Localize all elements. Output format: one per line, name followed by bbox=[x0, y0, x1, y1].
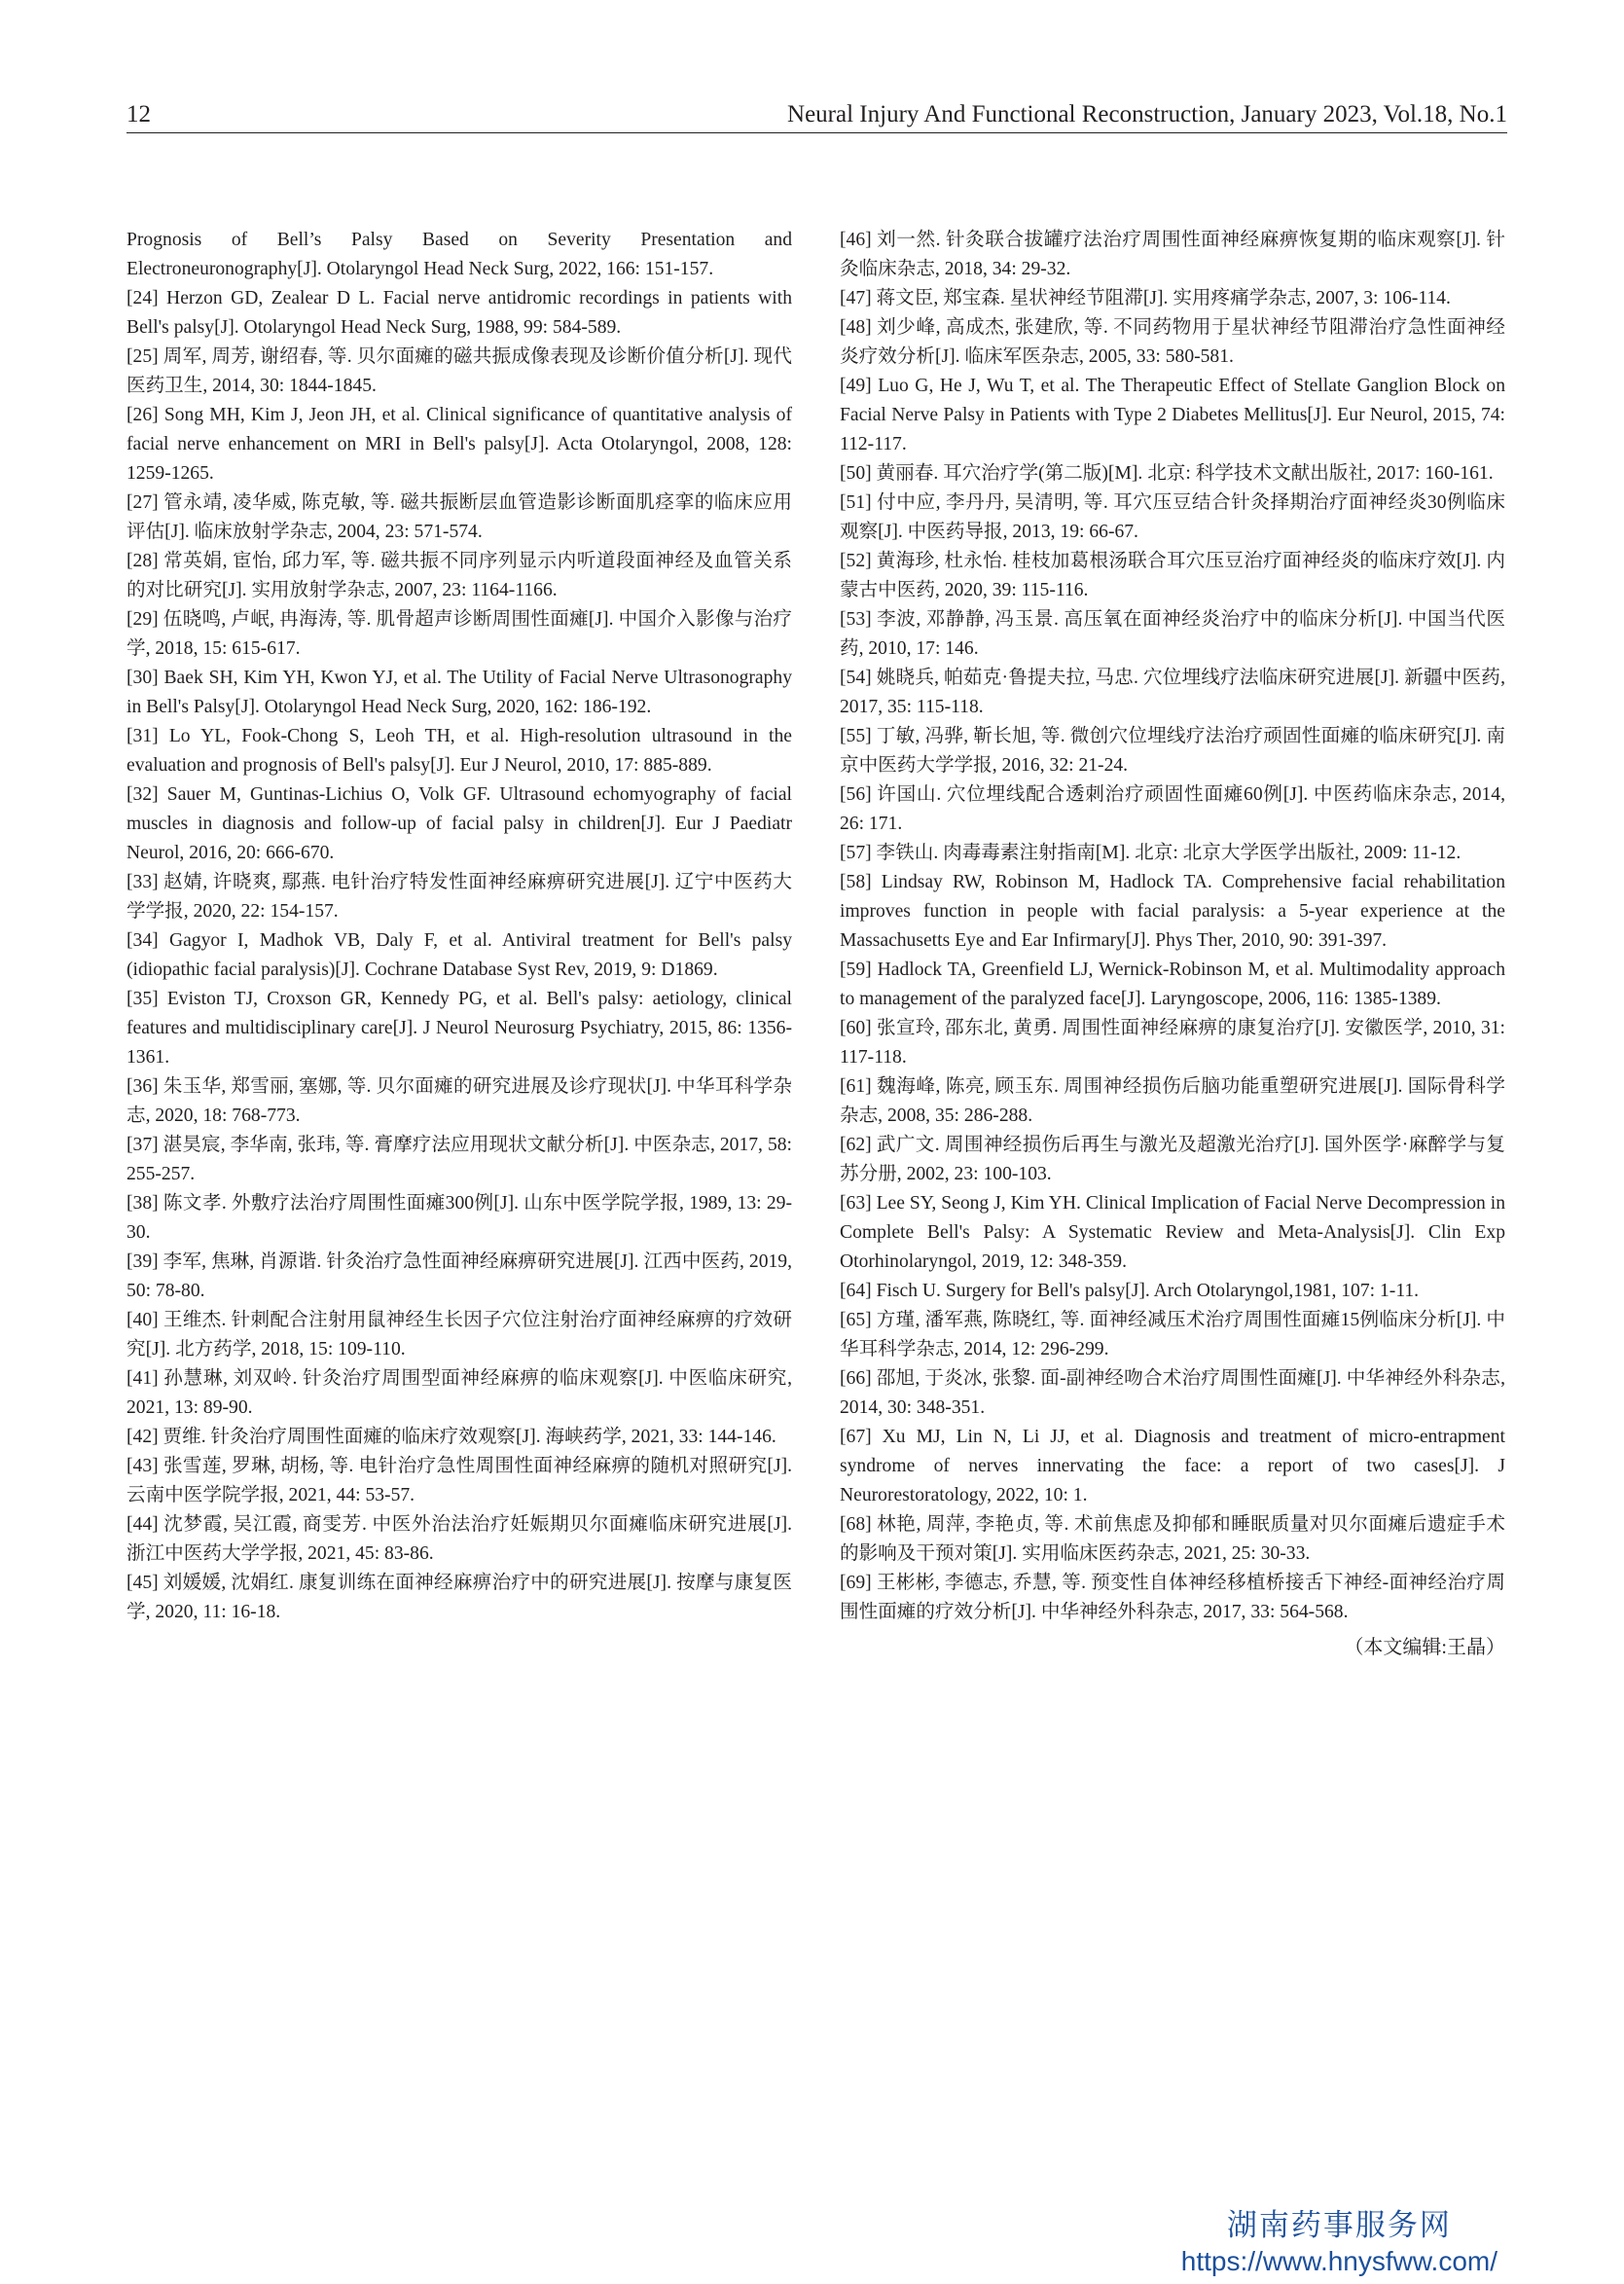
reference-item: [66] 邵旭, 于炎冰, 张黎. 面-副神经吻合术治疗周围性面瘫[J]. 中华神经外科杂志, 2014, 30: 348-351. bbox=[840, 1368, 1505, 1418]
reference-item: [33] 赵婧, 许晓爽, 鄢燕. 电针治疗特发性面神经麻痹研究进展[J]. 辽宁中医药大学学报, 2020, 22: 154-157. bbox=[126, 872, 792, 922]
reference-item: [24] Herzon GD, Zealear D L. Facial nerve antidromic recordings in patients with Bell's palsy[J]. Otolaryngol Head Neck Surg, 1988, 99: 584-589. bbox=[126, 288, 792, 338]
reference-item: [48] 刘少峰, 高成杰, 张建欣, 等. 不同药物用于星状神经节阻滞治疗急性面神经炎疗效分析[J]. 临床军医杂志, 2005, 33: 580-581. bbox=[840, 317, 1505, 367]
reference-item: [65] 方瑾, 潘军燕, 陈晓红, 等. 面神经减压术治疗周围性面瘫15例临床分析[J]. 中华耳科学杂志, 2014, 12: 296-299. bbox=[840, 1310, 1505, 1360]
reference-item: [39] 李军, 焦琳, 肖源谐. 针灸治疗急性面神经麻痹研究进展[J]. 江西中医药, 2019, 50: 78-80. bbox=[126, 1251, 792, 1301]
reference-item: [40] 王维杰. 针刺配合注射用鼠神经生长因子穴位注射治疗面神经麻痹的疗效研究[J]. 北方药学, 2018, 15: 109-110. bbox=[126, 1310, 792, 1360]
reference-item: [59] Hadlock TA, Greenfield LJ, Wernick-Robinson M, et al. Multimodality approach to management of the paralyzed face[J]. Laryngoscope, 2006, 116: 1385-1389. bbox=[840, 960, 1505, 1009]
reference-item: [51] 付中应, 李丹丹, 吴清明, 等. 耳穴压豆结合针灸择期治疗面神经炎30例临床观察[J]. 中医药导报, 2013, 19: 66-67. bbox=[840, 492, 1505, 542]
reference-item: [37] 湛昊宸, 李华南, 张玮, 等. 膏摩疗法应用现状文献分析[J]. 中医杂志, 2017, 58: 255-257. bbox=[126, 1135, 792, 1184]
editor-note: （本文编辑:王晶） bbox=[1344, 1637, 1505, 1658]
reference-item: [28] 常英娟, 宦怡, 邱力军, 等. 磁共振不同序列显示内听道段面神经及血管关系的对比研究[J]. 实用放射学杂志, 2007, 23: 1164-1166. bbox=[126, 551, 792, 600]
reference-item: [34] Gagyor I, Madhok VB, Daly F, et al. Antiviral treatment for Bell's palsy (idiopathic facial paralysis)[J]. Cochrane Database Syst Rev, 2019, 9: D1869. bbox=[126, 930, 792, 980]
reference-item: [53] 李波, 邓静静, 冯玉景. 高压氧在面神经炎治疗中的临床分析[J]. 中国当代医药, 2010, 17: 146. bbox=[840, 609, 1505, 659]
reference-item: [42] 贾维. 针灸治疗周围性面瘫的临床疗效观察[J]. 海峡药学, 2021, 33: 144-146. bbox=[126, 1427, 776, 1447]
reference-item: [68] 林艳, 周萍, 李艳贞, 等. 术前焦虑及抑郁和睡眠质量对贝尔面瘫后遗症手术的影响及干预对策[J]. 实用临床医药杂志, 2021, 25: 30-33. bbox=[840, 1514, 1505, 1564]
watermark-url: https://www.hnysfww.com/ bbox=[1180, 2246, 1498, 2276]
reference-item: [31] Lo YL, Fook-Chong S, Leoh TH, et al. High-resolution ultrasound in the evaluation and prognosis of Bell's palsy[J]. Eur J Neurol, 2010, 17: 885-889. bbox=[126, 726, 792, 776]
reference-item: [64] Fisch U. Surgery for Bell's palsy[J]. Arch Otolaryngol,1981, 107: 1-11. bbox=[840, 1281, 1420, 1301]
reference-item: Prognosis of Bell’s Palsy Based on Severity Presentation and Electroneuronography[J]. Otolaryngol Head Neck Surg, 2022, 166: 151-157. bbox=[126, 230, 792, 279]
reference-item: [50] 黄丽春. 耳穴治疗学(第二版)[M]. 北京: 科学技术文献出版社, 2017: 160-161. bbox=[840, 463, 1494, 484]
references-left-column bbox=[126, 226, 792, 1627]
reference-item: [47] 蒋文臣, 郑宝森. 星状神经节阻滞[J]. 实用疼痛学杂志, 2007, 3: 106-114. bbox=[840, 288, 1451, 308]
reference-item: [36] 朱玉华, 郑雪丽, 塞娜, 等. 贝尔面瘫的研究进展及诊疗现状[J]. 中华耳科学杂志, 2020, 18: 768-773. bbox=[126, 1076, 792, 1126]
reference-item: [57] 李铁山. 肉毒毒素注射指南[M]. 北京: 北京大学医学出版社, 2009: 11-12. bbox=[840, 843, 1462, 863]
running-head: Neural Injury And Functional Reconstruction, January 2023, Vol.18, No.1 bbox=[787, 101, 1507, 127]
reference-item: [61] 魏海峰, 陈亮, 顾玉东. 周围神经损伤后脑功能重塑研究进展[J]. 国际骨科学杂志, 2008, 35: 286-288. bbox=[840, 1076, 1505, 1126]
reference-item: [49] Luo G, He J, Wu T, et al. The Therapeutic Effect of Stellate Ganglion Block on Facial Nerve Palsy in Patients with Type 2 Diabetes Mellitus[J]. Eur Neurol, 2015, 74: 112-117. bbox=[840, 376, 1505, 454]
reference-item: [30] Baek SH, Kim YH, Kwon YJ, et al. The Utility of Facial Nerve Ultrasonography in Bell's Palsy[J]. Otolaryngol Head Neck Surg, 2020, 162: 186-192. bbox=[126, 668, 792, 717]
reference-item: [45] 刘媛媛, 沈娟红. 康复训练在面神经麻痹治疗中的研究进展[J]. 按摩与康复医学, 2020, 11: 16-18. bbox=[126, 1573, 792, 1622]
reference-item: [63] Lee SY, Seong J, Kim YH. Clinical Implication of Facial Nerve Decompression in Complete Bell's Palsy: A Systematic Review and Meta-Analysis[J]. Clin Exp Otorhinolaryngol, 2019, 12: 348-359. bbox=[840, 1193, 1505, 1272]
reference-item: [60] 张宣玲, 邵东北, 黄勇. 周围性面神经麻痹的康复治疗[J]. 安徽医学, 2010, 31: 117-118. bbox=[840, 1018, 1505, 1068]
reference-item: [25] 周军, 周芳, 谢绍春, 等. 贝尔面瘫的磁共振成像表现及诊断价值分析[J]. 现代医药卫生, 2014, 30: 1844-1845. bbox=[126, 346, 792, 396]
reference-item: [55] 丁敏, 冯骅, 靳长旭, 等. 微创穴位埋线疗法治疗顽固性面瘫的临床研究[J]. 南京中医药大学学报, 2016, 32: 21-24. bbox=[840, 726, 1505, 776]
reference-item: [56] 许国山. 穴位埋线配合透刺治疗顽固性面瘫60例[J]. 中医药临床杂志, 2014, 26: 171. bbox=[840, 784, 1505, 834]
reference-item: [43] 张雪莲, 罗琳, 胡杨, 等. 电针治疗急性周围性面神经麻痹的随机对照研究[J]. 云南中医学院学报, 2021, 44: 53-57. bbox=[126, 1456, 792, 1505]
reference-item: [35] Eviston TJ, Croxson GR, Kennedy PG, et al. Bell's palsy: aetiology, clinical features and multidisciplinary care[J]. J Neurol Neurosurg Psychiatry, 2015, 86: 1356-1361. bbox=[126, 989, 792, 1068]
reference-item: [62] 武广文. 周围神经损伤后再生与激光及超激光治疗[J]. 国外医学·麻醉学与复苏分册, 2002, 23: 100-103. bbox=[840, 1135, 1505, 1184]
reference-item: [29] 伍晓鸣, 卢岷, 冉海涛, 等. 肌骨超声诊断周围性面瘫[J]. 中国介入影像与治疗学, 2018, 15: 615-617. bbox=[126, 609, 792, 659]
reference-item: [41] 孙慧琳, 刘双岭. 针灸治疗周围型面神经麻痹的临床观察[J]. 中医临床研究, 2021, 13: 89-90. bbox=[126, 1368, 792, 1418]
site-watermark bbox=[1181, 2207, 1498, 2279]
page-header bbox=[126, 97, 1507, 133]
reference-item: [54] 姚晓兵, 帕茹克·鲁提夫拉, 马忠. 穴位埋线疗法临床研究进展[J]. 新疆中医药, 2017, 35: 115-118. bbox=[840, 668, 1505, 717]
references-right-column bbox=[840, 226, 1505, 1662]
reference-item: [52] 黄海珍, 杜永怡. 桂枝加葛根汤联合耳穴压豆治疗面神经炎的临床疗效[J]. 内蒙古中医药, 2020, 39: 115-116. bbox=[840, 551, 1505, 600]
reference-item: [46] 刘一然. 针灸联合拔罐疗法治疗周围性面神经麻痹恢复期的临床观察[J]. 针灸临床杂志, 2018, 34: 29-32. bbox=[840, 230, 1505, 279]
reference-item: [69] 王彬彬, 李德志, 乔慧, 等. 预变性自体神经移植桥接舌下神经-面神经治疗周围性面瘫的疗效分析[J]. 中华神经外科杂志, 2017, 33: 564-568. bbox=[840, 1573, 1505, 1622]
reference-item: [27] 管永靖, 凌华威, 陈克敏, 等. 磁共振断层血管造影诊断面肌痉挛的临床应用评估[J]. 临床放射学杂志, 2004, 23: 571-574. bbox=[126, 492, 792, 542]
reference-item: [44] 沈梦霞, 吴江霞, 商雯芳. 中医外治法治疗妊娠期贝尔面瘫临床研究进展[J]. 浙江中医药大学学报, 2021, 45: 83-86. bbox=[126, 1514, 792, 1564]
watermark-site-name: 湖南药事服务网 bbox=[1226, 2208, 1452, 2243]
reference-item: [26] Song MH, Kim J, Jeon JH, et al. Clinical significance of quantitative analysis of facial nerve enhancement on MRI in Bell's palsy[J]. Acta Otolaryngol, 2008, 128: 1259-1265. bbox=[126, 405, 792, 484]
reference-item: [32] Sauer M, Guntinas-Lichius O, Volk GF. Ultrasound echomyography of facial muscles in diagnosis and follow-up of facial palsy in children[J]. Eur J Paediatr Neurol, 2016, 20: 666-670. bbox=[126, 784, 792, 863]
reference-item: [58] Lindsay RW, Robinson M, Hadlock TA. Comprehensive facial rehabilitation improves function in people with facial paralysis: a 5-year experience at the Massachusetts Eye and Ear Infirmary[J]. Phys Ther, 2010, 90: 391-397. bbox=[840, 872, 1505, 951]
reference-item: [67] Xu MJ, Lin N, Li JJ, et al. Diagnosis and treatment of micro-entrapment syndrome of nerves innervating the face: a report of two cases[J]. J Neurorestoratology, 2022, 10: 1. bbox=[840, 1427, 1505, 1505]
reference-item: [38] 陈文孝. 外敷疗法治疗周围性面瘫300例[J]. 山东中医学院学报, 1989, 13: 29-30. bbox=[126, 1193, 792, 1243]
page-number: 12 bbox=[126, 101, 151, 127]
